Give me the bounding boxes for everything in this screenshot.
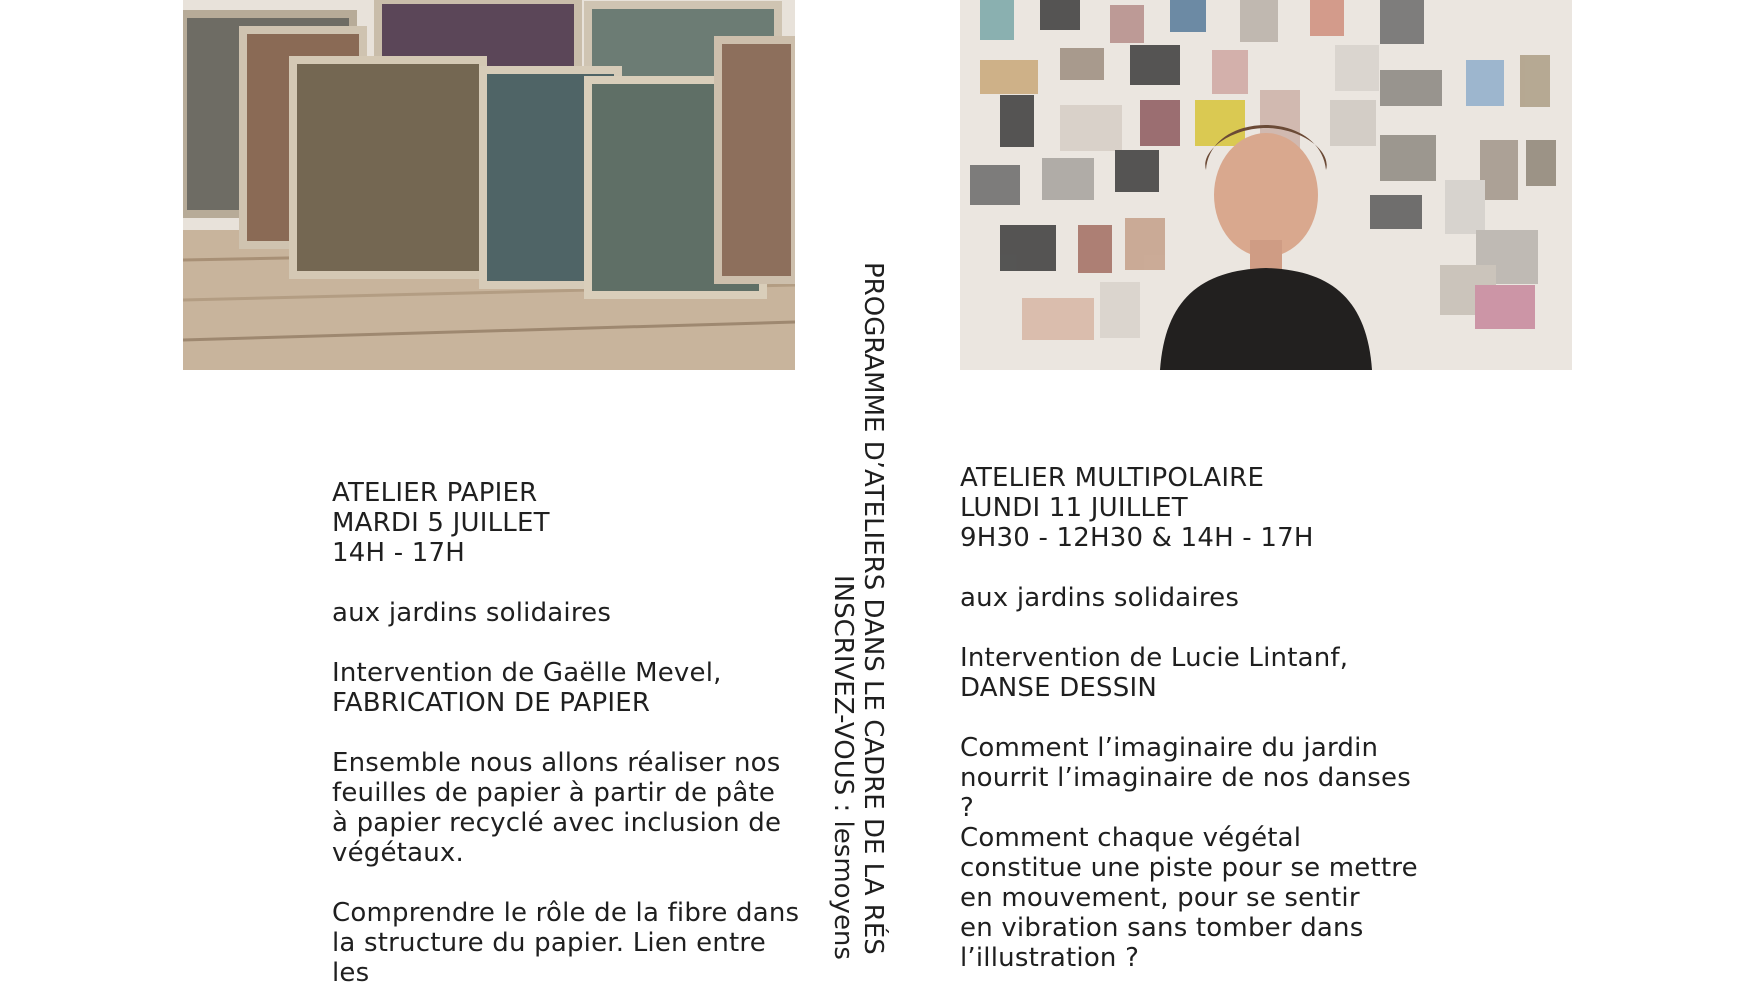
workshop-description-line: Ensemble nous allons réaliser nos — [332, 748, 781, 778]
workshop-extra-line: la structure du papier. Lien entre les — [332, 928, 766, 988]
workshop-extra-line: Comprendre le rôle de la fibre dans — [332, 898, 800, 928]
workshop-date: MARDI 5 JUILLET — [332, 508, 550, 538]
workshop-time: 9H30 - 12H30 & 14H - 17H — [960, 523, 1314, 553]
workshop-place: aux jardins solidaires — [960, 583, 1240, 613]
workshop-topic: FABRICATION DE PAPIER — [332, 688, 651, 718]
workshop-date: LUNDI 11 JUILLET — [960, 493, 1188, 523]
workshop-description-line: Comment l’imaginaire du jardin — [960, 733, 1379, 763]
workshop-description-line: Comment chaque végétal — [960, 823, 1302, 853]
workshop-description-line: feuilles de papier à partir de pâte — [332, 778, 776, 808]
workshop-description-line: nourrit l’imaginaire de nos danses ? — [960, 763, 1411, 823]
programme-spine-title: PROGRAMME D’ATELIERS DANS LE CADRE DE LA RÉS — [858, 262, 888, 955]
workshop-description-line: constitue une piste pour se mettre — [960, 853, 1418, 883]
registration-spine-text: INSCRIVEZ-VOUS : lesmoyens — [828, 575, 858, 960]
workshop-description-line: l’illustration ? — [960, 943, 1140, 973]
dance-workshop-details — [960, 463, 1430, 973]
workshop-description-line: végétaux. — [332, 838, 464, 868]
workshop-description-line: à papier recyclé avec inclusion de — [332, 808, 782, 838]
paper-frames-photo — [183, 0, 795, 370]
workshop-place: aux jardins solidaires — [332, 598, 612, 628]
workshop-topic: DANSE DESSIN — [960, 673, 1157, 703]
workshop-description-line: en mouvement, pour se sentir — [960, 883, 1360, 913]
workshop-title: ATELIER PAPIER — [332, 478, 538, 508]
paper-workshop-details — [332, 478, 802, 988]
workshop-speaker: Intervention de Lucie Lintanf, — [960, 643, 1349, 673]
dancer-moodboard-photo — [960, 0, 1572, 370]
workshop-time: 14H - 17H — [332, 538, 465, 568]
workshop-title: ATELIER MULTIPOLAIRE — [960, 463, 1265, 493]
workshop-speaker: Intervention de Gaëlle Mevel, — [332, 658, 722, 688]
workshop-description-line: en vibration sans tomber dans — [960, 913, 1364, 943]
